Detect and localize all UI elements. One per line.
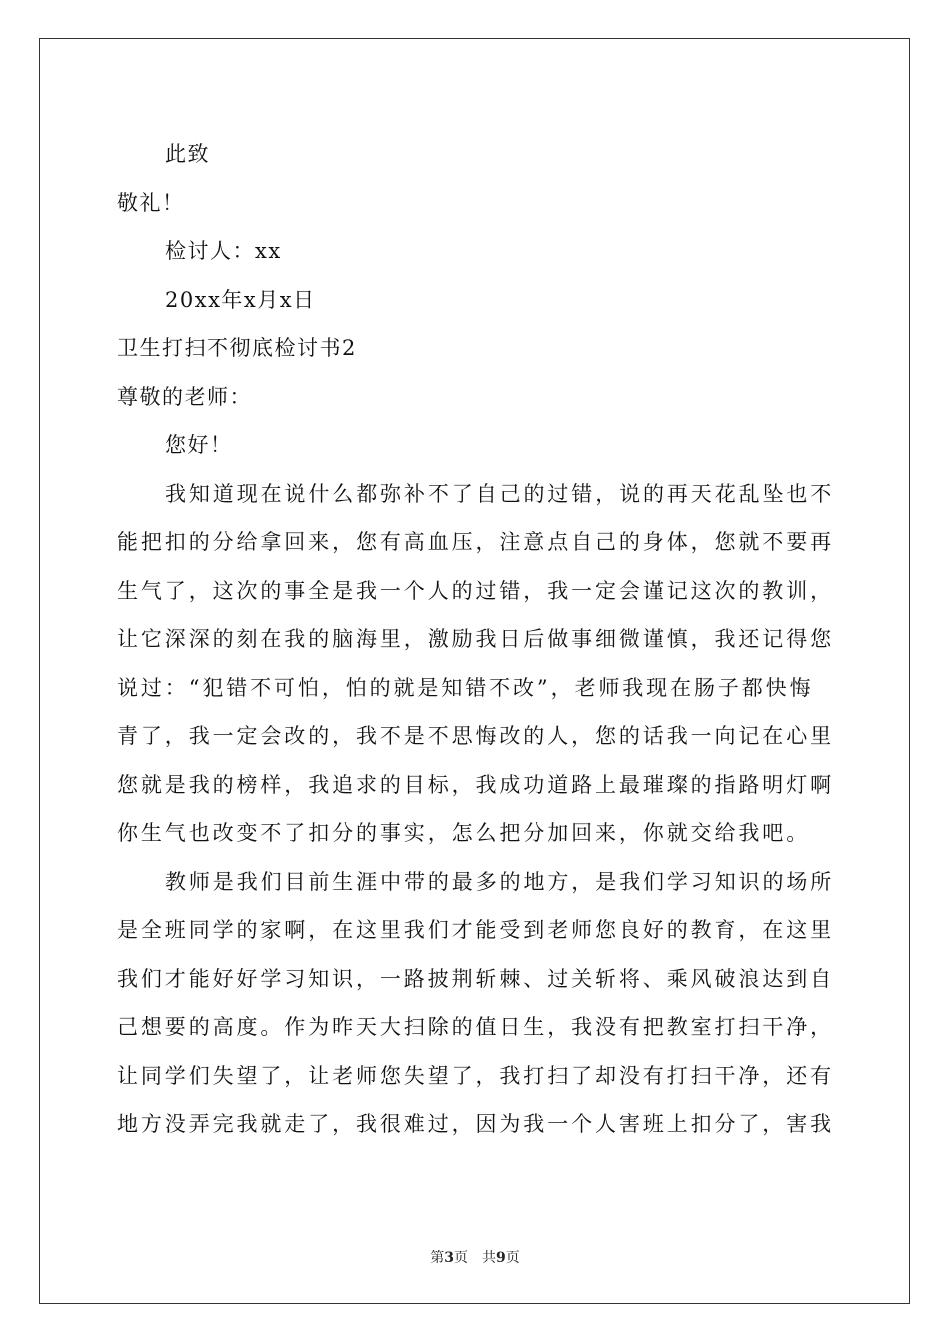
paragraph-line: 地方没弄完我就走了，我很难过，因为我一个人害班上扣分了，害我 xyxy=(117,1112,834,1136)
salutation: 尊敬的老师： xyxy=(117,384,252,409)
page-total: 9 xyxy=(496,1250,506,1266)
closing-line: 此致 xyxy=(165,142,210,166)
page-mid: 页 共 xyxy=(454,1250,496,1266)
paragraph-1 xyxy=(117,470,837,858)
paragraph-line: 说过：“犯错不可怕，怕的就是知错不改”，老师我现在肠子都快悔 xyxy=(117,675,814,700)
letter-title: 卫生打扫不彻底检讨书2 xyxy=(117,336,357,360)
paragraph-line: 己想要的高度。作为昨天大扫除的值日生，我没有把教室打扫干净， xyxy=(117,1015,834,1039)
paragraph-line: 让它深深的刻在我的脑海里，激励我日后做事细微谨慎，我还记得您 xyxy=(117,627,834,651)
paragraph-line: 你生气也改变不了扣分的事实，怎么把分加回来，你就交给我吧。 xyxy=(117,821,811,845)
page-prefix: 第 xyxy=(430,1250,445,1266)
paragraph-line: 我们才能好好学习知识，一路披荆斩棘、过关斩将、乘风破浪达到自 xyxy=(117,966,834,991)
paragraph-2 xyxy=(117,858,837,1149)
page-suffix: 页 xyxy=(505,1250,520,1266)
paragraph-line: 您就是我的榜样，我追求的目标，我成功道路上最璀璨的指路明灯啊 xyxy=(117,772,834,797)
closing-salute: 敬礼！ xyxy=(117,190,185,215)
date-line: 20xx年x月x日 xyxy=(165,287,316,312)
paragraph-line: 是全班同学的家啊，在这里我们才能受到老师您良好的教育，在这里 xyxy=(117,918,834,942)
document-body xyxy=(117,130,837,1149)
paragraph-line: 能把扣的分给拿回来，您有高血压，注意点自己的身体，您就不要再 xyxy=(117,530,834,554)
paragraph-line: 教师是我们目前生涯中带的最多的地方，是我们学习知识的场所 xyxy=(165,869,835,894)
page-footer xyxy=(0,1247,950,1267)
paragraph-line: 生气了，这次的事全是我一个人的过错，我一定会谨记这次的教训， xyxy=(117,578,834,603)
greeting: 您好！ xyxy=(165,433,233,457)
page-current: 3 xyxy=(444,1250,454,1266)
paragraph-line: 我知道现在说什么都弥补不了自己的过错，说的再天花乱坠也不 xyxy=(165,481,835,506)
paragraph-line: 青了，我一定会改的，我不是不思悔改的人，您的话我一向记在心里 xyxy=(117,724,834,748)
signer-line: 检讨人：xx xyxy=(165,239,282,263)
paragraph-line: 让同学们失望了，让老师您失望了，我打扫了却没有打扫干净，还有 xyxy=(117,1063,834,1088)
